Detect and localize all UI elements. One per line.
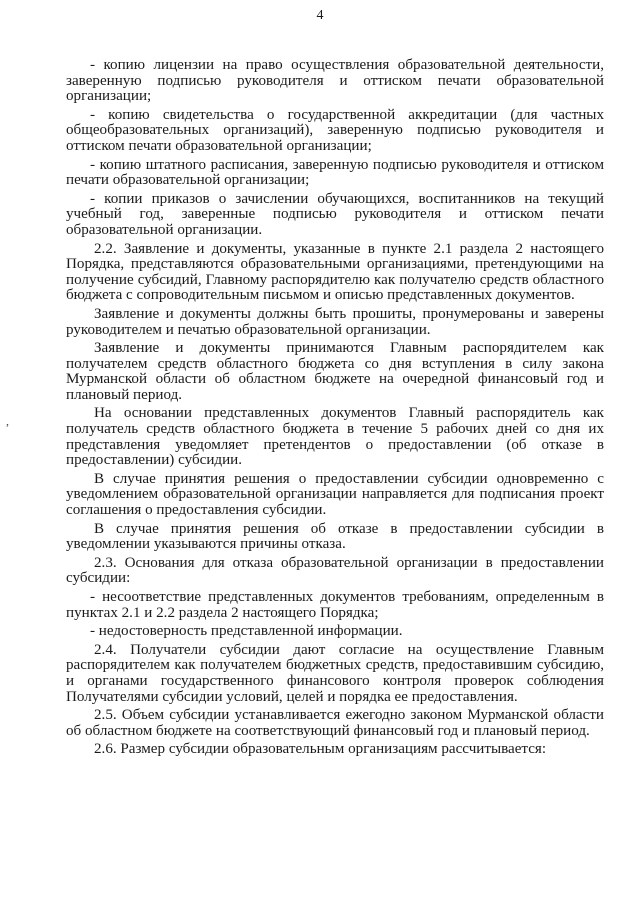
paragraph-documents-bound: Заявление и документы должны быть прошиты, пронумерованы и заверены руководителем и печатью образовательной организации. xyxy=(66,305,604,338)
bullet-staffing-copy: - копию штатного расписания, заверенную подписью руководителя и оттиском печати образовательной организации; xyxy=(66,156,604,189)
paragraph-2-5: 2.5. Объем субсидии устанавливается ежегодно законом Мурманской области об областном бюджете на соответствующий финансовый год и плановый период. xyxy=(66,707,604,739)
bullet-enrollment-orders: - копии приказов о зачислении обучающихся, воспитанников на текущий учебный год, заверенные подписью руководителя и оттиском печати образовательной организации. xyxy=(66,190,604,238)
paragraph-notification: На основании представленных документов Главный распорядитель как получатель средств областного бюджета в течение 5 рабочих дней со дня их представления уведомляет претендентов о предоставлении (об отказе в предоставлении) субсидии. xyxy=(66,405,604,469)
page-number: 4 xyxy=(316,8,324,23)
paragraph-2-3: 2.3. Основания для отказа образовательной организации в предоставлении субсидии: xyxy=(66,554,604,587)
bullet-license-copy: - копию лицензии на право осуществления образовательной деятельности, заверенную подписью руководителя и оттиском печати образовательной организации; xyxy=(66,57,604,105)
paragraph-2-2: 2.2. Заявление и документы, указанные в пункте 2.1 раздела 2 настоящего Порядка, представляются образовательными организациями, претендующими на получение субсидий, Главному распорядителю как получателю средств областного бюджета с сопроводительным письмом и описью представленных документов. xyxy=(66,240,604,304)
bullet-nonconformity: - несоответствие представленных документов требованиям, определенным в пунктах 2.1 и 2.2 раздела 2 настоящего Порядка; xyxy=(66,589,604,621)
document-body xyxy=(66,58,604,761)
paragraph-2-6: 2.6. Размер субсидии образовательным организациям рассчитывается: xyxy=(94,741,547,758)
bullet-accreditation-copy: - копию свидетельства о государственной аккредитации (для частных общеобразовательных организаций), заверенную подписью руководителя и оттиском печати образовательной организации; xyxy=(66,106,604,154)
paragraph-refusal-decision: В случае принятия решения об отказе в предоставлении субсидии в уведомлении указываются причины отказа. xyxy=(66,520,604,553)
paragraph-grant-decision: В случае принятия решения о предоставлении субсидии одновременно с уведомлением образовательной организации направляется для подписания проект соглашения о предоставления субсидии. xyxy=(66,470,604,519)
margin-mark: , xyxy=(6,414,9,428)
bullet-false-information: - недостоверность представленной информации. xyxy=(90,623,403,640)
paragraph-2-4: 2.4. Получатели субсидии дают согласие на осуществление Главным распорядителем как получателем бюджетных средств, предоставившим субсидию, и органами государственного финансового контроля проверок соблюдения Получателями субсидии условий, целей и порядка ее предоставления. xyxy=(66,641,604,705)
paragraph-documents-accepted: Заявление и документы принимаются Главным распорядителем как получателем средств областного бюджета со дня вступления в силу закона Мурманской области об областном бюджете на очередной финансовый год и плановый период. xyxy=(66,340,604,403)
